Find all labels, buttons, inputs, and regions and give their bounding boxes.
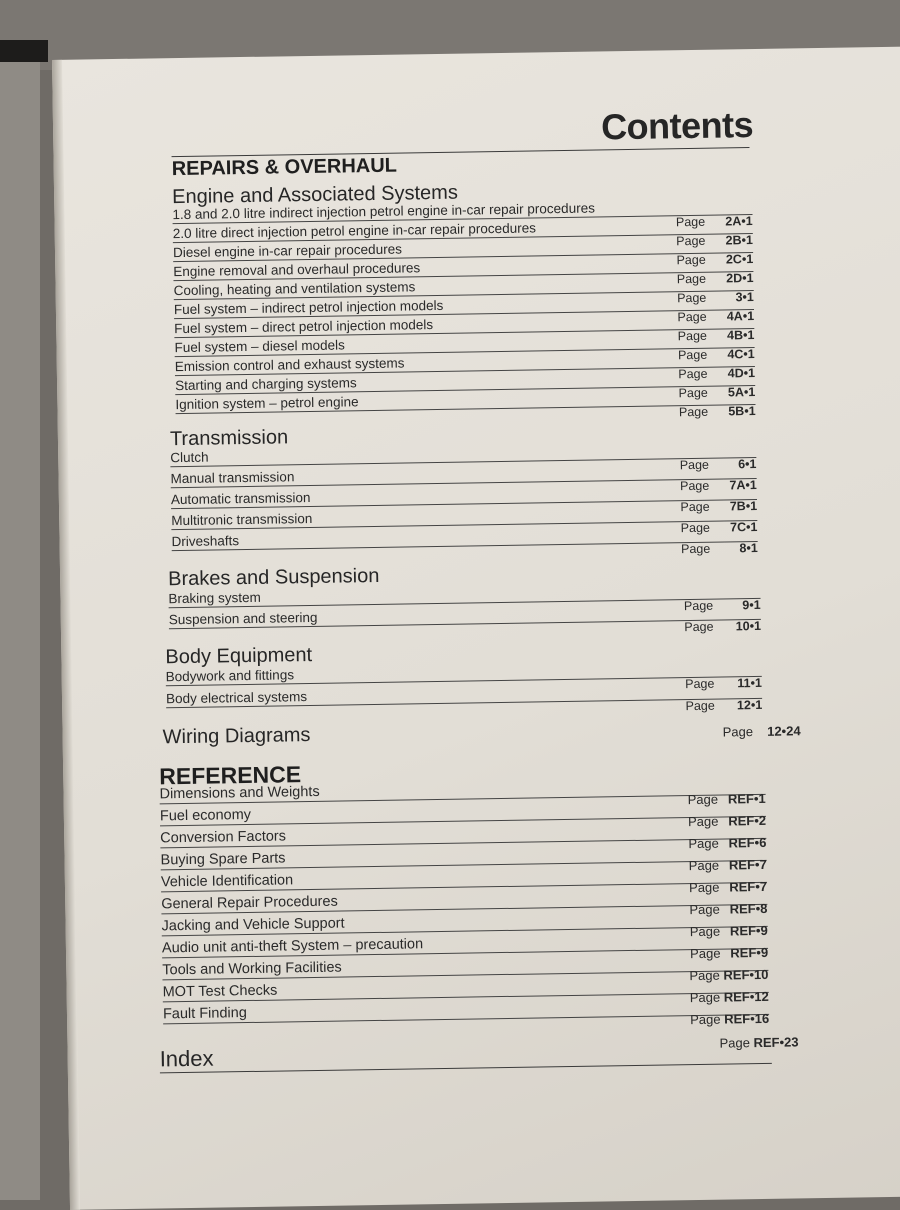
- reference-heading: REFERENCE: [159, 761, 302, 790]
- toc-page: Page 3•1: [677, 290, 754, 306]
- toc-label: Body electrical systems: [165, 689, 308, 707]
- toc-label: Fuel economy: [159, 806, 252, 825]
- toc-page: Page REF•10: [689, 966, 769, 984]
- toc-page: Page 7C•1: [680, 519, 758, 536]
- toc-page: Page 2D•1: [676, 271, 754, 287]
- toc-page: Page 7B•1: [680, 498, 758, 515]
- book-spine: [0, 40, 40, 1200]
- toc-page: Page 2A•1: [675, 214, 753, 230]
- toc-page: Page REF•1: [687, 790, 766, 808]
- toc-label: Buying Spare Parts: [160, 850, 286, 869]
- section-title-wiring: Wiring Diagrams: [162, 724, 311, 749]
- toc-label: 1.8 and 2.0 litre indirect injection petrol engine in-car repair procedures: [172, 200, 596, 223]
- contents-page: [52, 46, 900, 1209]
- toc-page: Page REF•6: [688, 834, 767, 852]
- toc-page: Page 5B•1: [678, 403, 756, 420]
- toc-label: General Repair Procedures: [161, 893, 338, 913]
- toc-page: Page 5A•1: [678, 384, 756, 401]
- toc-page: Page 2B•1: [676, 233, 754, 249]
- toc-label: Fuel system – indirect petrol injection models: [173, 297, 444, 318]
- toc-label: Braking system: [168, 589, 261, 607]
- toc-label: Manual transmission: [170, 469, 295, 487]
- section-title-transmission: Transmission: [169, 426, 289, 451]
- toc-label: Multitronic transmission: [171, 510, 313, 529]
- toc-label: Diesel engine in-car repair procedures: [172, 241, 403, 261]
- toc-label: Clutch: [170, 449, 209, 466]
- title-rule: [172, 147, 750, 157]
- toc-page: Page REF•8: [689, 900, 768, 918]
- toc-page: Page REF•9: [689, 922, 768, 940]
- toc-label: Engine removal and overhaul procedures: [173, 260, 421, 280]
- toc-page: Page 10•1: [684, 618, 762, 635]
- toc-label: Dimensions and Weights: [159, 783, 320, 803]
- toc-page: Page 9•1: [683, 597, 761, 614]
- index-rule: [160, 1063, 772, 1074]
- toc-label: Fuel system – direct petrol injection models: [174, 317, 434, 337]
- toc-label: Bodywork and fittings: [165, 667, 295, 685]
- toc-page: Page REF•7: [688, 878, 768, 896]
- toc-label: Tools and Working Facilities: [162, 959, 342, 979]
- book-cover-edge: [0, 40, 48, 62]
- toc-page: Page 7A•1: [679, 477, 757, 494]
- section-title-brakes: Brakes and Suspension: [167, 564, 380, 591]
- toc-label: Conversion Factors: [160, 828, 287, 847]
- toc-label: Jacking and Vehicle Support: [161, 915, 345, 935]
- page-title: Contents: [600, 103, 754, 148]
- page-edge-shadow: [52, 60, 80, 1210]
- toc-page: Page 4B•1: [677, 328, 755, 344]
- wiring-page-ref[interactable]: Page 12•24: [722, 723, 801, 740]
- toc-label: Fault Finding: [162, 1005, 247, 1023]
- index-page-ref[interactable]: Page REF•23: [719, 1034, 799, 1051]
- toc-page: Page REF•12: [689, 988, 769, 1006]
- toc-page: Page 8•1: [680, 540, 758, 557]
- section-title-engine: Engine and Associated Systems: [171, 181, 459, 209]
- toc-page: Page 4A•1: [677, 309, 755, 325]
- toc-page: Page 2C•1: [676, 252, 754, 268]
- toc-label: Starting and charging systems: [175, 375, 357, 394]
- toc-page: Page 6•1: [679, 456, 757, 473]
- toc-label: Driveshafts: [171, 533, 240, 550]
- toc-page: Page 4C•1: [677, 346, 755, 363]
- toc-page: Page 11•1: [685, 675, 762, 692]
- toc-label: Vehicle Identification: [160, 872, 294, 891]
- toc-label: Automatic transmission: [170, 489, 311, 508]
- toc-page: Page REF•16: [690, 1010, 770, 1028]
- repairs-heading: REPAIRS & OVERHAUL: [171, 154, 398, 181]
- toc-page: Page REF•2: [687, 812, 767, 830]
- section-title-index: Index: [159, 1045, 214, 1072]
- toc-label: Cooling, heating and ventilation systems: [173, 279, 416, 299]
- section-title-body: Body Equipment: [165, 643, 313, 669]
- toc-label: Suspension and steering: [168, 609, 318, 628]
- toc-label: Fuel system – diesel models: [174, 337, 345, 356]
- toc-label: Audio unit anti-theft System – precaution: [161, 936, 424, 957]
- toc-label: Emission control and exhaust systems: [174, 355, 405, 375]
- toc-page: Page REF•9: [689, 944, 769, 962]
- toc-page: Page 4D•1: [678, 365, 756, 382]
- toc-label: 2.0 litre direct injection petrol engine in-car repair procedures: [172, 220, 537, 242]
- toc-page: Page 12•1: [685, 697, 763, 714]
- toc-page: Page REF•7: [688, 856, 767, 874]
- toc-label: Ignition system – petrol engine: [175, 394, 359, 413]
- toc-label: MOT Test Checks: [162, 982, 278, 1001]
